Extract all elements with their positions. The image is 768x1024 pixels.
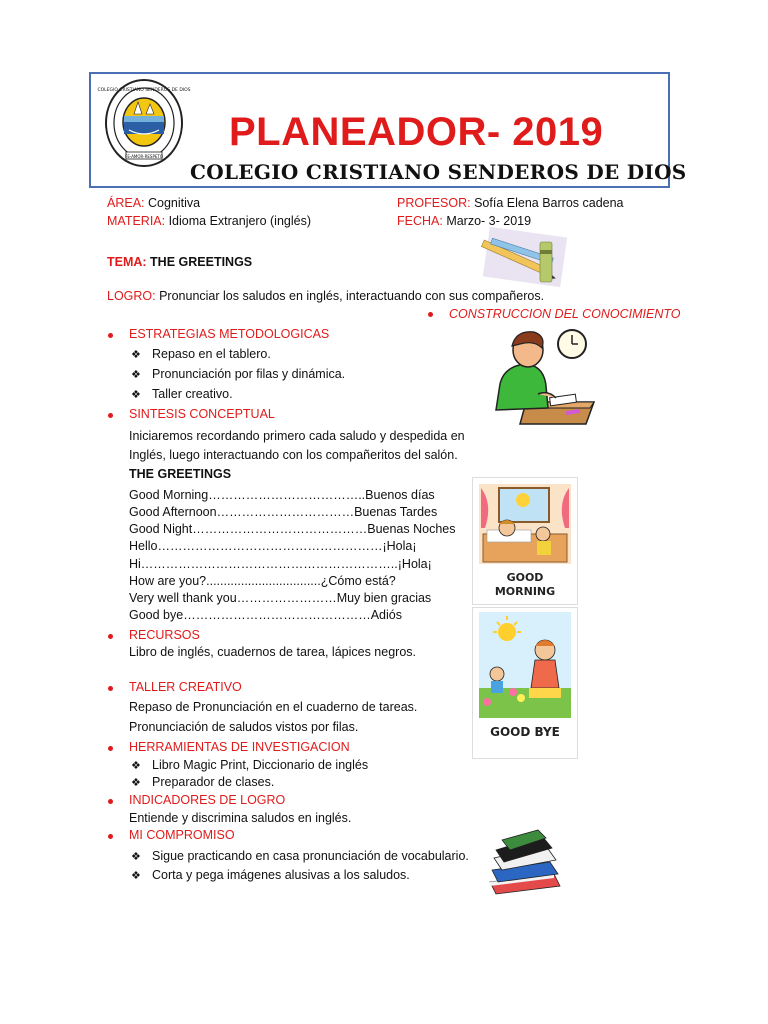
pencils-clipart <box>476 226 574 292</box>
compromiso-bullet <box>108 834 113 839</box>
estrategias-item: Repaso en el tablero. <box>152 347 271 361</box>
fecha-value: Marzo- 3- 2019 <box>442 214 532 228</box>
herramientas-item: Libro Magic Print, Diccionario de inglés <box>152 758 369 772</box>
diamond-bullet-icon: ❖ <box>131 369 141 381</box>
compromiso-item: Corta y pega imágenes alusivas a los saludos. <box>152 868 410 882</box>
sintesis-heading: SINTESIS CONCEPTUAL <box>129 407 275 421</box>
books-stack-clipart <box>484 826 570 896</box>
taller-line: Pronunciación de saludos vistos por filas. <box>129 720 359 734</box>
logro-row <box>107 288 544 305</box>
greeting-line: Hi……………………………………………………..¡Hola¡ <box>129 557 432 571</box>
greeting-line: Good bye………………………………………Adiós <box>129 608 402 622</box>
herramientas-item: Preparador de clases. <box>152 775 275 789</box>
fecha-label: FECHA: <box>397 214 443 228</box>
indicadores-text: Entiende y discrimina saludos en inglés. <box>129 811 352 825</box>
seal-text-bottom-label: FE-AMOR-RESPETO <box>125 154 163 159</box>
school-name: COLEGIO CRISTIANO SENDEROS DE DIOS <box>190 160 687 184</box>
taller-bullet <box>108 686 113 691</box>
greeting-line: Hello………………………………………………¡Hola¡ <box>129 539 417 553</box>
school-seal-logo <box>97 78 191 168</box>
good-morning-caption-2: MORNING <box>494 585 556 598</box>
tema-value: THE GREETINGS <box>146 255 253 269</box>
estrategias-bullet <box>108 333 113 338</box>
logro-value: Pronunciar los saludos en inglés, interactuando con sus compañeros. <box>155 289 545 303</box>
herramientas-bullet <box>108 746 113 751</box>
greeting-line: Good Morning………………………………..Buenos días <box>129 488 435 502</box>
indicadores-bullet <box>108 799 113 804</box>
greeting-line: Good Afternoon……………………………Buenas Tardes <box>129 505 438 519</box>
diamond-bullet-icon: ❖ <box>131 389 141 401</box>
construccion-bullet <box>428 312 433 317</box>
recursos-bullet <box>108 634 113 639</box>
estrategias-item: Taller creativo. <box>152 387 233 401</box>
construccion-heading: CONSTRUCCION DEL CONOCIMIENTO <box>449 307 681 321</box>
good-morning-caption-1: GOOD <box>506 571 544 584</box>
indicadores-heading: INDICADORES DE LOGRO <box>129 793 286 807</box>
greetings-subheading: THE GREETINGS <box>129 467 232 481</box>
compromiso-item: Sigue practicando en casa pronunciación de vocabulario. <box>152 849 469 863</box>
sintesis-line: Iniciaremos recordando primero cada saludo y despedida en <box>129 429 465 443</box>
diamond-bullet-icon: ❖ <box>131 777 141 789</box>
taller-line: Repaso de Pronunciación en el cuaderno de tareas. <box>129 700 418 714</box>
profesor-row <box>397 195 624 212</box>
diamond-bullet-icon: ❖ <box>131 870 141 882</box>
seal-text-top <box>97 87 190 93</box>
logro-label: LOGRO: <box>107 289 156 303</box>
compromiso-heading: MI COMPROMISO <box>129 828 235 842</box>
student-studying-clipart <box>486 324 596 428</box>
diamond-bullet-icon: ❖ <box>131 349 141 361</box>
herramientas-heading: HERRAMIENTAS DE INVESTIGACION <box>129 740 350 754</box>
taller-heading: TALLER CREATIVO <box>129 680 242 694</box>
area-value: Cognitiva <box>144 196 201 210</box>
area-row <box>107 195 200 212</box>
good-bye-illustration <box>473 608 577 758</box>
materia-row <box>107 213 311 230</box>
profesor-value: Sofía Elena Barros cadena <box>470 196 624 210</box>
profesor-label: PROFESOR: <box>397 196 471 210</box>
sintesis-line: Inglés, luego interactuando con los compañeritos del salón. <box>129 448 458 462</box>
materia-label: MATERIA: <box>107 214 166 228</box>
area-label: ÁREA: <box>107 196 145 210</box>
estrategias-heading: ESTRATEGIAS METODOLOGICAS <box>129 327 330 341</box>
greeting-line: How are you?.................................¿Cómo está? <box>129 574 396 588</box>
tema-row <box>107 254 252 271</box>
good-bye-caption: GOOD BYE <box>490 725 560 739</box>
sintesis-bullet <box>108 413 113 418</box>
recursos-text: Libro de inglés, cuadernos de tarea, lápices negros. <box>129 645 416 659</box>
good-bye-card <box>473 608 577 758</box>
greeting-line: Very well thank you……………………Muy bien gracias <box>129 591 432 605</box>
good-morning-card <box>473 478 577 604</box>
page-title: PLANEADOR- 2019 <box>229 110 604 154</box>
tema-label: TEMA: <box>107 255 147 269</box>
diamond-bullet-icon: ❖ <box>131 851 141 863</box>
seal-text-top-label: COLEGIO CRISTIANO SENDEROS DE DIOS <box>97 88 191 93</box>
recursos-heading: RECURSOS <box>129 628 200 642</box>
materia-value: Idioma Extranjero (inglés) <box>165 214 312 228</box>
diamond-bullet-icon: ❖ <box>131 760 141 772</box>
good-morning-illustration <box>473 478 577 604</box>
estrategias-item: Pronunciación por filas y dinámica. <box>152 367 346 381</box>
greeting-line: Good Night……………………………………Buenas Noches <box>129 522 456 536</box>
